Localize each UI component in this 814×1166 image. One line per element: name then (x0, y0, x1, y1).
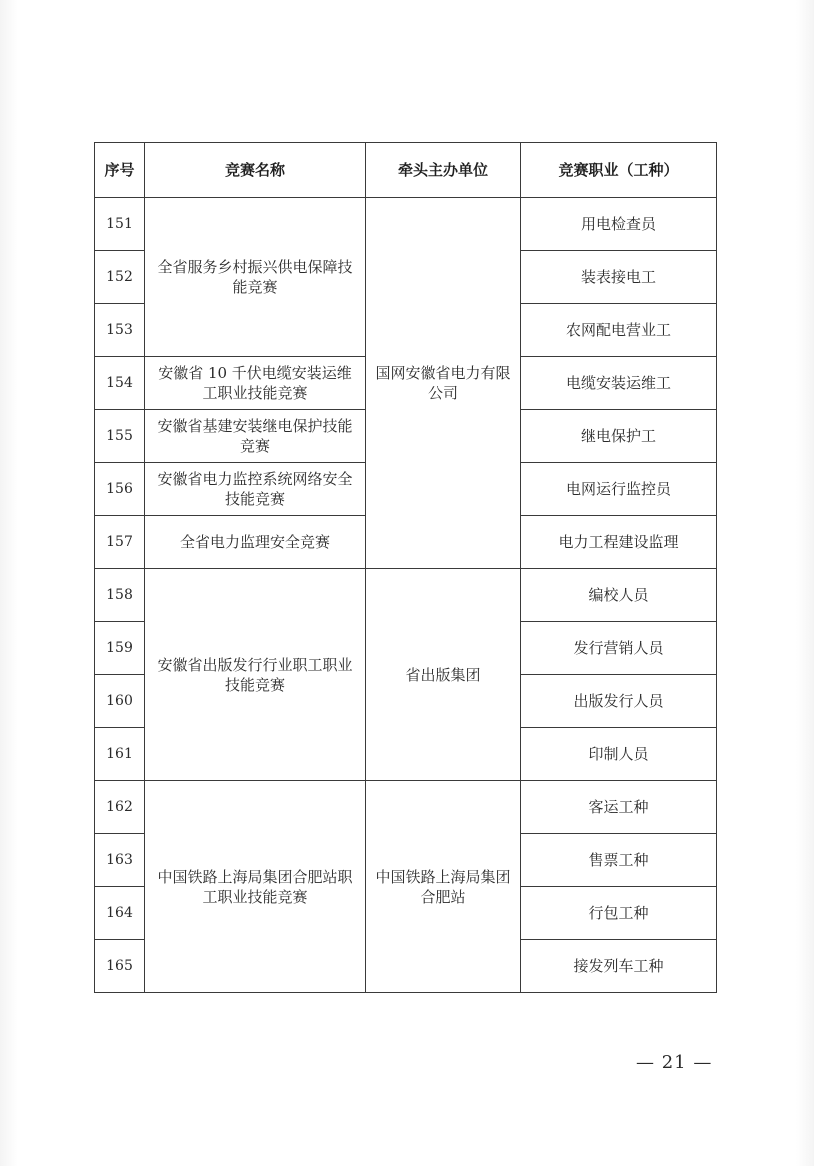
row-seq: 155 (95, 410, 145, 463)
row-seq: 152 (95, 251, 145, 304)
row-seq: 163 (95, 834, 145, 887)
header-occupation: 竞赛职业（工种） (521, 143, 717, 198)
occupation-cell: 接发列车工种 (521, 940, 717, 993)
competition-name-cell: 中国铁路上海局集团合肥站职工职业技能竞赛 (145, 781, 366, 993)
row-seq: 154 (95, 357, 145, 410)
page-number: — 21 — (636, 1052, 713, 1073)
occupation-cell: 用电检查员 (521, 198, 717, 251)
header-competition-name: 竞赛名称 (145, 143, 366, 198)
row-seq: 158 (95, 569, 145, 622)
occupation-cell: 电网运行监控员 (521, 463, 717, 516)
occupation-cell: 印制人员 (521, 728, 717, 781)
row-seq: 164 (95, 887, 145, 940)
header-seq: 序号 (95, 143, 145, 198)
row-seq: 151 (95, 198, 145, 251)
row-seq: 162 (95, 781, 145, 834)
table-row (95, 781, 717, 834)
header-organizer: 牵头主办单位 (366, 143, 521, 198)
row-seq: 156 (95, 463, 145, 516)
row-seq: 157 (95, 516, 145, 569)
competition-name-cell: 安徽省电力监控系统网络安全技能竞赛 (145, 463, 366, 516)
occupation-cell: 售票工种 (521, 834, 717, 887)
table-row (95, 569, 717, 622)
competition-table (94, 142, 717, 993)
occupation-cell: 发行营销人员 (521, 622, 717, 675)
occupation-cell: 客运工种 (521, 781, 717, 834)
table-header-row (95, 143, 717, 198)
occupation-cell: 出版发行人员 (521, 675, 717, 728)
row-seq: 165 (95, 940, 145, 993)
occupation-cell: 农网配电营业工 (521, 304, 717, 357)
occupation-cell: 继电保护工 (521, 410, 717, 463)
occupation-cell: 电力工程建设监理 (521, 516, 717, 569)
row-seq: 153 (95, 304, 145, 357)
occupation-cell: 电缆安装运维工 (521, 357, 717, 410)
table-row (95, 198, 717, 251)
occupation-cell: 编校人员 (521, 569, 717, 622)
occupation-cell: 行包工种 (521, 887, 717, 940)
competition-name-cell: 安徽省出版发行行业职工职业技能竞赛 (145, 569, 366, 781)
row-seq: 160 (95, 675, 145, 728)
competition-name-cell: 全省电力监理安全竞赛 (145, 516, 366, 569)
competition-name-cell: 全省服务乡村振兴供电保障技能竞赛 (145, 198, 366, 357)
row-seq: 159 (95, 622, 145, 675)
organizer-cell: 省出版集团 (366, 569, 521, 781)
organizer-cell: 国网安徽省电力有限公司 (366, 198, 521, 569)
competition-name-cell: 安徽省基建安装继电保护技能竞赛 (145, 410, 366, 463)
occupation-cell: 装表接电工 (521, 251, 717, 304)
row-seq: 161 (95, 728, 145, 781)
organizer-cell: 中国铁路上海局集团合肥站 (366, 781, 521, 993)
competition-name-cell: 安徽省 10 千伏电缆安装运维工职业技能竞赛 (145, 357, 366, 410)
